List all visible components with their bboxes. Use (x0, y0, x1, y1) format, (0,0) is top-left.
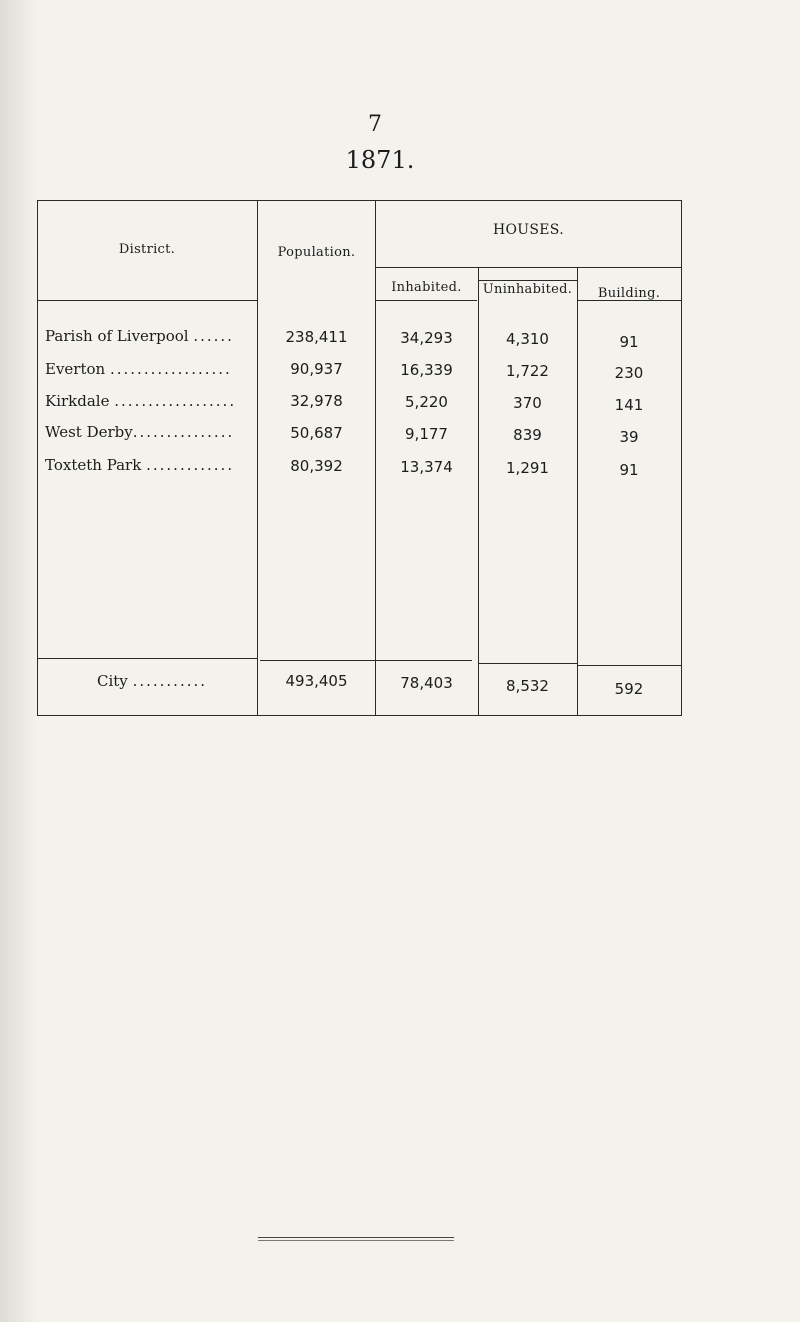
table-row-population: 80,392 (290, 457, 343, 475)
total-row-uninhabited: 8,532 (506, 677, 549, 695)
table-top-rule (37, 200, 682, 201)
header-building: Building. (597, 286, 661, 301)
table-row-building: 39 (619, 428, 639, 446)
district-total-rule (37, 658, 257, 659)
table-row-inhabited: 13,374 (400, 458, 453, 476)
table-row-inhabited: 5,220 (405, 393, 448, 411)
table-row-uninhabited: 839 (513, 426, 542, 444)
table-bottom-rule (37, 715, 682, 716)
table-right-rule (681, 200, 682, 716)
houses-subheader-rule (375, 267, 682, 268)
uninhabited-header-rule (478, 280, 577, 281)
houses-population-table (37, 200, 682, 716)
table-row-uninhabited: 4,310 (506, 330, 549, 348)
table-row-district: Everton .................. (45, 360, 232, 378)
inhabited-header-rule (375, 300, 477, 301)
table-row-district: Parish of Liverpool ...... (45, 327, 234, 345)
table-row-population: 238,411 (285, 328, 348, 346)
total-row-district: City ........... (97, 672, 208, 690)
table-row-inhabited: 9,177 (405, 425, 448, 443)
district-header-rule (37, 300, 257, 301)
table-row-population: 90,937 (290, 360, 343, 378)
table-row-uninhabited: 1,722 (506, 362, 549, 380)
table-row-inhabited: 16,339 (400, 361, 453, 379)
table-row-building: 230 (614, 364, 644, 382)
total-row-inhabited: 78,403 (400, 674, 453, 692)
population-total-rule (260, 660, 472, 661)
header-houses: HOUSES. (493, 222, 564, 238)
page-number: 7 (368, 112, 382, 137)
table-row-building: 141 (614, 396, 644, 414)
table-row-building: 91 (619, 461, 639, 479)
header-population: Population. (277, 245, 356, 260)
table-row-population: 32,978 (290, 392, 343, 410)
table-year-heading: 1871. (345, 146, 415, 174)
table-row-inhabited: 34,293 (400, 329, 453, 347)
table-row-uninhabited: 370 (513, 394, 542, 412)
page-shadow (0, 0, 38, 1322)
building-total-rule (577, 665, 682, 666)
total-row-building: 592 (614, 680, 644, 698)
table-row-district: West Derby............... (45, 423, 235, 441)
footer-double-rule (258, 1237, 454, 1241)
table-row-building: 91 (619, 333, 639, 351)
uninhabited-total-rule (478, 663, 577, 664)
table-row-uninhabited: 1,291 (506, 459, 549, 477)
header-district: District. (118, 242, 176, 257)
header-inhabited: Inhabited. (391, 280, 462, 295)
table-row-district: Kirkdale .................. (45, 392, 237, 410)
header-uninhabited: Uninhabited. (482, 282, 573, 297)
table-row-district: Toxteth Park ............. (45, 456, 235, 474)
table-left-rule (37, 200, 38, 716)
total-row-population: 493,405 (285, 672, 348, 690)
table-row-population: 50,687 (290, 424, 343, 442)
